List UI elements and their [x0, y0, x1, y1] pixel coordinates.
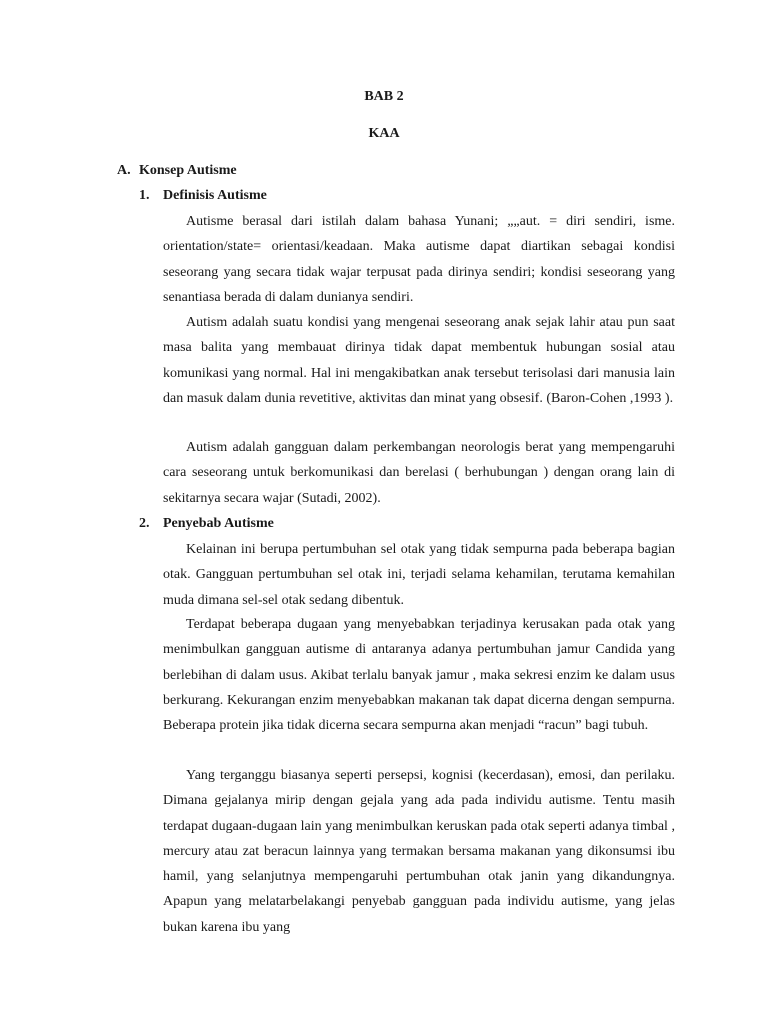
paragraph: Autism adalah suatu kondisi yang mengenai seseorang anak sejak lahir atau pun saat masa balita yang membauat dirinya tidak dapat membentuk hubungan sosial atau komunikasi yang normal. Hal ini mengakibatkan anak tersebut terisolasi dari manusia lain dan masuk dalam dunia revetitive, aktivitas dan minat yang obsesif. (Baron-Cohen ,1993 ). — [163, 315, 675, 406]
paragraph: Terdapat beberapa dugaan yang menyebabkan terjadinya kerusakan pada otak yang menimbulkan gangguan autisme di antaranya adanya pertumbuhan jamur Candida yang berlebihan di dalam usus. Akibat terlalu banyak jamur , maka sekresi enzim ke dalam usus berkurang. Kekurangan enzim menyebabkan makanan tak dapat dicerna dengan sempurna. Beberapa protein jika tidak dicerna secara sempurna akan menjadi “racun” bagi tubuh. — [163, 617, 675, 734]
paragraph: Yang terganggu biasanya seperti persepsi, kognisi (kecerdasan), emosi, dan perilaku. Dimana gejalanya mirip dengan gejala yang ada pada individu autisme. Tentu masih terdapat dugaan-dugaan lain yang menimbulkan keruskan pada otak seperti adanya timbal , mercury atau zat beracun lainnya yang termakan bersama makanan yang dikonsumsi ibu hamil, yang selanjutnya mempengaruhi pertumbuhan otak janin yang dikandungnya. Apapun yang melatarbelakangi penyebab gangguan pada individu autisme, yang jelas bukan karena ibu yang — [163, 768, 675, 935]
subsection-title: Penyebab Autisme — [163, 516, 274, 531]
subsection-marker: 2. — [139, 516, 150, 531]
paragraph: Autism adalah gangguan dalam perkembangan neorologis berat yang mempengaruhi cara seseorang untuk berkomunikasi dan berelasi ( berhubungan ) dengan orang lain di sekitarnya secara wajar (Sutadi, 2002). — [163, 440, 675, 506]
subsection-marker: 1. — [139, 188, 150, 203]
section-title: Konsep Autisme — [139, 163, 237, 178]
section-marker: A. — [117, 163, 131, 178]
section-heading — [117, 163, 237, 179]
chapter-subtitle: KAA — [368, 126, 400, 141]
subsection-heading — [139, 516, 274, 532]
chapter-title: BAB 2 — [364, 89, 404, 104]
paragraph: Kelainan ini berupa pertumbuhan sel otak yang tidak sempurna pada beberapa bagian otak. Gangguan pertumbuhan sel otak ini, terjadi selama kehamilan, terutama kemahilan muda dimana sel-sel otak sedang dibentuk. — [163, 542, 675, 608]
paragraph: Autisme berasal dari istilah dalam bahasa Yunani; „„aut. = diri sendiri, isme. orientation/state= orientasi/keadaan. Maka autisme dapat diartikan sebagai kondisi seseorang yang secara tidak wajar terpusat pada dirinya sendiri; kondisi seseorang yang senantiasa berada di dalam dunianya sendiri. — [163, 214, 675, 305]
subsection-heading — [139, 188, 267, 204]
subsection-title: Definisis Autisme — [163, 188, 267, 203]
